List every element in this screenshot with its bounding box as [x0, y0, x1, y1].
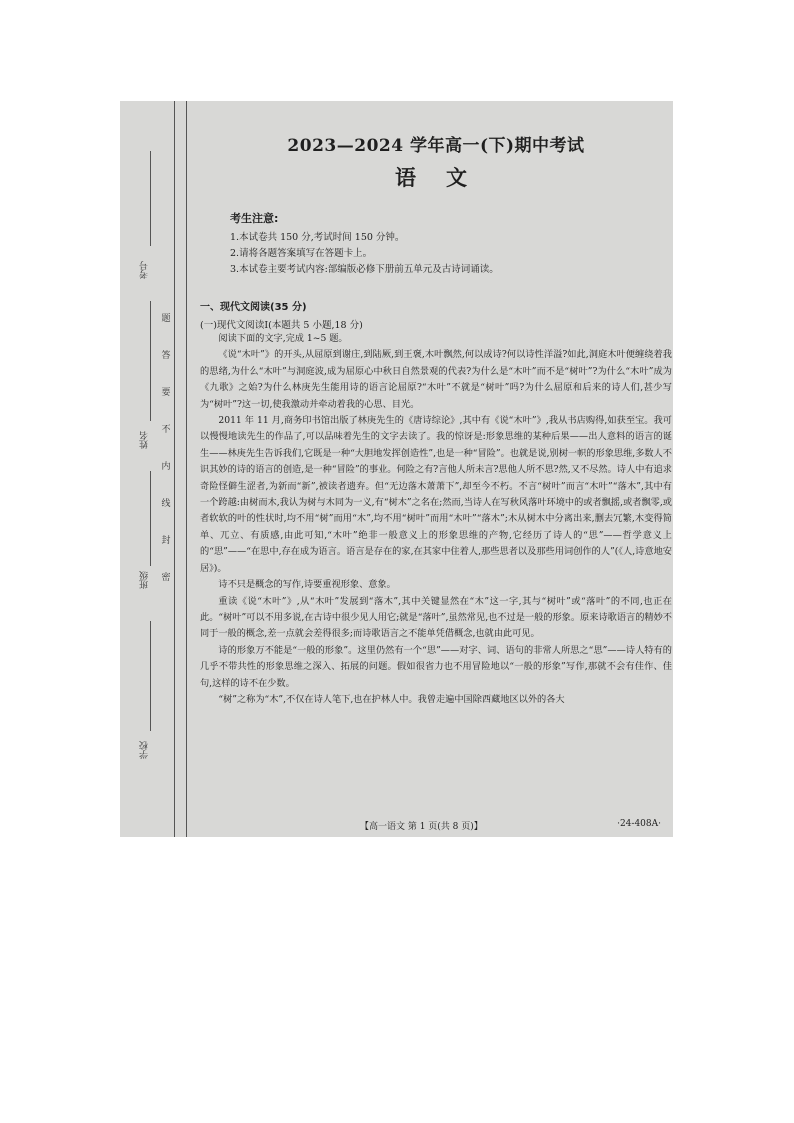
- notice-item: 3.本试卷主要考试内容:部编版必修下册前五单元及古诗词诵读。: [230, 264, 499, 275]
- name-blank: [150, 301, 152, 421]
- seal-warning: [160, 301, 172, 597]
- school-blank: [150, 621, 152, 731]
- seal-char: 题: [161, 314, 171, 324]
- passage-paragraph: 《说“木叶”》的开头,从屈原到谢庄,到陆厥,到王褒,木叶飘然,何以成诗?何以诗性洋溢?如此,洞庭木叶便缠绕着我的思绪,为什么“木叶”与洞庭波,成为屈原心中秋日自然景观的代表?为什么是“木叶”而不是“树叶”?为什么“木叶”成为《九歌》之始?为什么林庚先生能用诗的语言论屈原?“木叶”不就是“树叶”吗?为什么屈原和后来的诗人们,甚少写为“树叶”?这一切,使我激动并牵动着我的心思、目光。: [200, 349, 672, 410]
- seal-char: 密: [161, 573, 171, 583]
- exam-title: 2023—2024 学年高一(下)期中考试: [287, 136, 585, 156]
- exam-content: [200, 131, 672, 708]
- exam-no-blank: [150, 151, 152, 246]
- name-label: 姓名: [140, 431, 150, 449]
- notice-item: 2.请将各题答案填写在答题卡上。: [230, 248, 373, 259]
- seal-char: 不: [161, 425, 171, 435]
- seal-char: 封: [161, 536, 171, 546]
- section-heading: 一、现代文阅读(35 分): [200, 302, 307, 313]
- passage-paragraph: 重读《说“木叶”》,从“木叶”发展到“落木”,其中关键显然在“木”这一字,其与“树叶”或“落叶”的不同,也正在此。“树叶”可以不用多说,在古诗中很少见人用它;就是“落叶”,虽然常见,也不过是一般的形象。原来诗歌语言的精妙不同于一般的概念,差一点就会差得很多;而诗歌语言之不能单凭借概念,也就由此可见。: [200, 595, 672, 640]
- subsection-heading: (一)现代文阅读Ⅰ(本题共 5 小题,18 分): [200, 320, 363, 331]
- seal-char: 答: [161, 351, 171, 361]
- seal-line-outer: [174, 101, 175, 837]
- class-label: 班级: [140, 571, 150, 589]
- school-label: 学校: [140, 741, 150, 759]
- notice-item: 1.本试卷共 150 分,考试时间 150 分钟。: [230, 232, 405, 243]
- reading-instruction: 阅读下面的文字,完成 1~5 题。: [218, 333, 348, 344]
- passage-paragraph: 诗不只是概念的写作,诗要重视形象、意象。: [218, 579, 396, 591]
- passage-paragraph: 诗的形象万不能是“一般的形象”。这里仍然有一个“思”——对字、词、语句的非常人所思之“思”——诗人特有的几乎不带共性的形象思维之深入、拓展的问题。假如很省力也不用冒险地以“一般的形象”写作,那就不会有佳作、佳句,这样的诗不在少数。: [200, 644, 672, 689]
- page-number: 【高一语文 第 1 页(共 8 页)】: [360, 822, 483, 832]
- seal-line-inner: [186, 101, 187, 837]
- class-blank: [150, 471, 152, 566]
- seal-char: 要: [161, 388, 171, 398]
- seal-char: 内: [161, 462, 171, 472]
- exam-no-label: 考号: [140, 261, 150, 279]
- exam-sheet: [120, 101, 673, 837]
- seal-char: 线: [161, 499, 171, 509]
- exam-subject: 语文: [395, 165, 497, 190]
- binding-margin: [120, 101, 190, 837]
- notice-heading: 考生注意:: [230, 212, 279, 225]
- passage-paragraph: 2011 年 11 月,商务印书馆出版了林庚先生的《唐诗综论》,其中有《说“木叶”》,我从书店购得,如获至宝。我可以慢慢地读先生的作品了,可以品味着先生的文字去读了。我的惊讶是:形象思维的某种后果——出人意料的语言的诞生——林庚先生告诉我们,它既是一种“大胆地发挥创造性”,也是一种“冒险”。也就是说,别树一帜的形象思维,多数人不识其妙的诗的语言的创造,是一种“冒险”的事业。何险之有?言他人所未言?思他人所不思?然,又不尽然。诗人中有追求奇险怪僻生涩者,为新而“新”,被读者遗弃。但“无边落木萧萧下”,却至今不朽。不言“树叶”而言“木叶”“落木”,其中有一个跨越:由树而木,我认为树与木同为一义,有“树木”之名在;然而,当诗人在写秋风落叶环境中的或者飘摇,或者飘零,或者软软的叶的性状时,均不用“树”而用“木”,均不用“树叶”而用“木叶”“落木”;木从树木中分离出来,删去冗繁,木变得简单、兀立、有质感,由此可知,“木叶”绝非一般意义上的形象思维的产物,它经历了诗人的“思”——哲学意义上的“思”——“在思中,存在成为语言。语言是存在的家,在其家中住着人,那些思者以及那些用词创作的人”(《人,诗意地安居》)。: [200, 415, 672, 574]
- paper-code: ·24-408A·: [617, 819, 661, 829]
- passage-paragraph: “树”之称为“木”,不仅在诗人笔下,也在护林人中。我曾走遍中国除西藏地区以外的各大: [218, 693, 565, 705]
